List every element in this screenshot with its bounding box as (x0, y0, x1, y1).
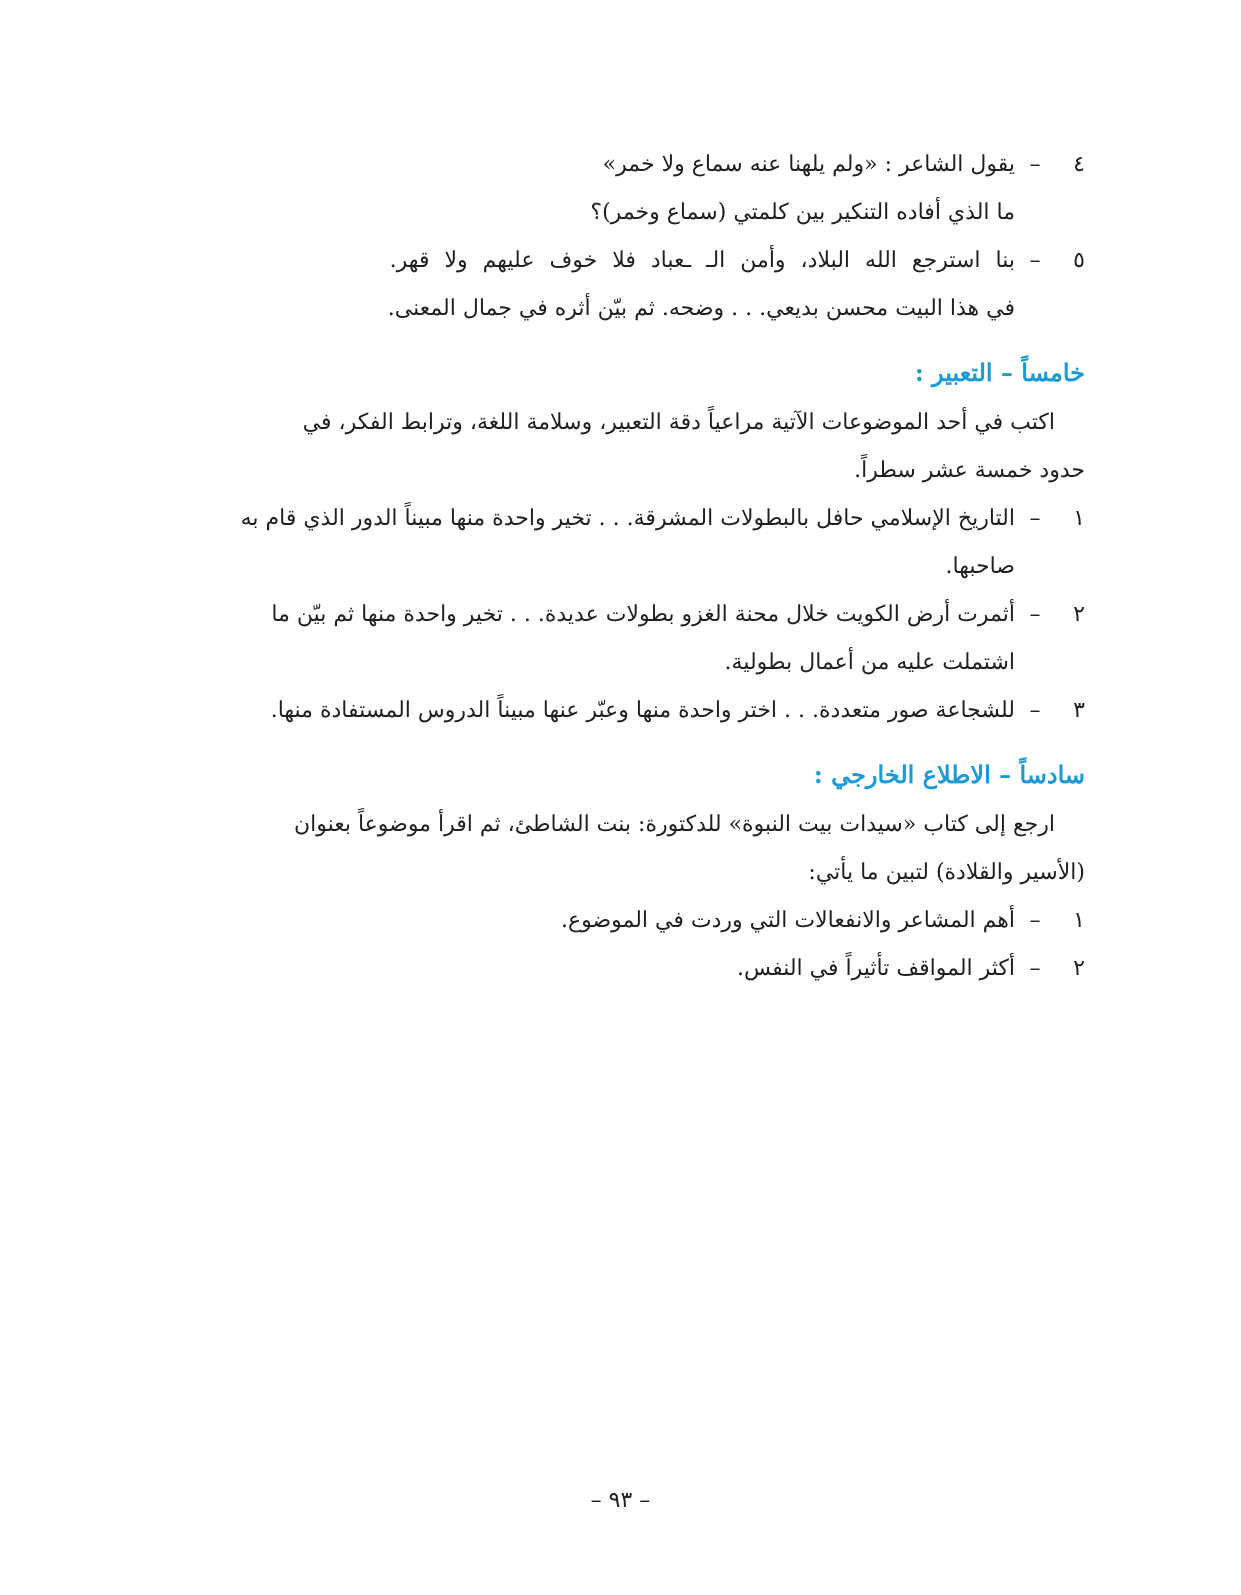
section-intro-continuation: (الأسير والقلادة) لتبين ما يأتي: (808, 860, 1085, 885)
item-text: بنا استرجع الله البلاد، وأمن الـ ـعباد فلا خوف عليهم ولا قهر. (389, 248, 1015, 273)
item-dash: – (1029, 248, 1041, 273)
item-number: ٢ (1073, 956, 1085, 981)
list-item (737, 954, 1085, 984)
item-dash: – (1029, 956, 1041, 981)
page-number: – ٩٣ – (590, 1488, 651, 1513)
item-number: ٥ (1073, 248, 1085, 273)
item-number: ٣ (1073, 698, 1085, 723)
section-heading-external-reading: سادساً – الاطلاع الخارجي : (813, 760, 1085, 789)
item-number: ١ (1073, 908, 1085, 933)
item-text: التاريخ الإسلامي حافل بالبطولات المشرقة. . . تخير واحدة منها مبيناً الدور الذي قام به (240, 506, 1015, 531)
item-number: ١ (1073, 506, 1085, 531)
item-dash: – (1029, 506, 1041, 531)
item-continuation: اشتملت عليه من أعمال بطولية. (724, 650, 1015, 675)
list-item (271, 696, 1085, 726)
item-text: للشجاعة صور متعددة. . . اختر واحدة منها وعبّر عنها مبيناً الدروس المستفادة منها. (270, 698, 1015, 723)
item-text: أكثر المواقف تأثيراً في النفس. (737, 956, 1015, 981)
list-item (603, 150, 1085, 180)
item-continuation: في هذا البيت محسن بديعي. . . وضحه. ثم بيّن أثره في جمال المعنى. (387, 296, 1015, 321)
section-intro-continuation: حدود خمسة عشر سطراً. (854, 458, 1085, 483)
item-dash: – (1029, 152, 1041, 177)
list-item (271, 600, 1085, 630)
list-item (150, 246, 1085, 276)
item-dash: – (1029, 698, 1041, 723)
item-text: أهم المشاعر والانفعالات التي وردت في الموضوع. (560, 908, 1015, 933)
item-dash: – (1029, 908, 1041, 933)
item-text: يقول الشاعر : «ولم يلهنا عنه سماع ولا خمر» (602, 152, 1015, 177)
section-intro: اكتب في أحد الموضوعات الآتية مراعياً دقة التعبير، وسلامة اللغة، وترابط الفكر، في (302, 410, 1055, 435)
item-number: ٤ (1073, 152, 1085, 177)
list-item (561, 906, 1085, 936)
item-text: أثمرت أرض الكويت خلال محنة الغزو بطولات عديدة. . . تخير واحدة منها ثم بيّن ما (271, 602, 1015, 627)
item-number: ٢ (1073, 602, 1085, 627)
section-heading-expression: خامساً – التعبير : (914, 358, 1085, 387)
item-dash: – (1029, 602, 1041, 627)
item-continuation: ما الذي أفاده التنكير بين كلمتي (سماع وخمر)؟ (590, 200, 1015, 225)
list-item (241, 504, 1085, 534)
section-intro: ارجع إلى كتاب «سيدات بيت النبوة» للدكتورة: بنت الشاطئ، ثم اقرأ موضوعاً بعنوان (293, 812, 1055, 837)
item-continuation: صاحبها. (945, 554, 1015, 579)
